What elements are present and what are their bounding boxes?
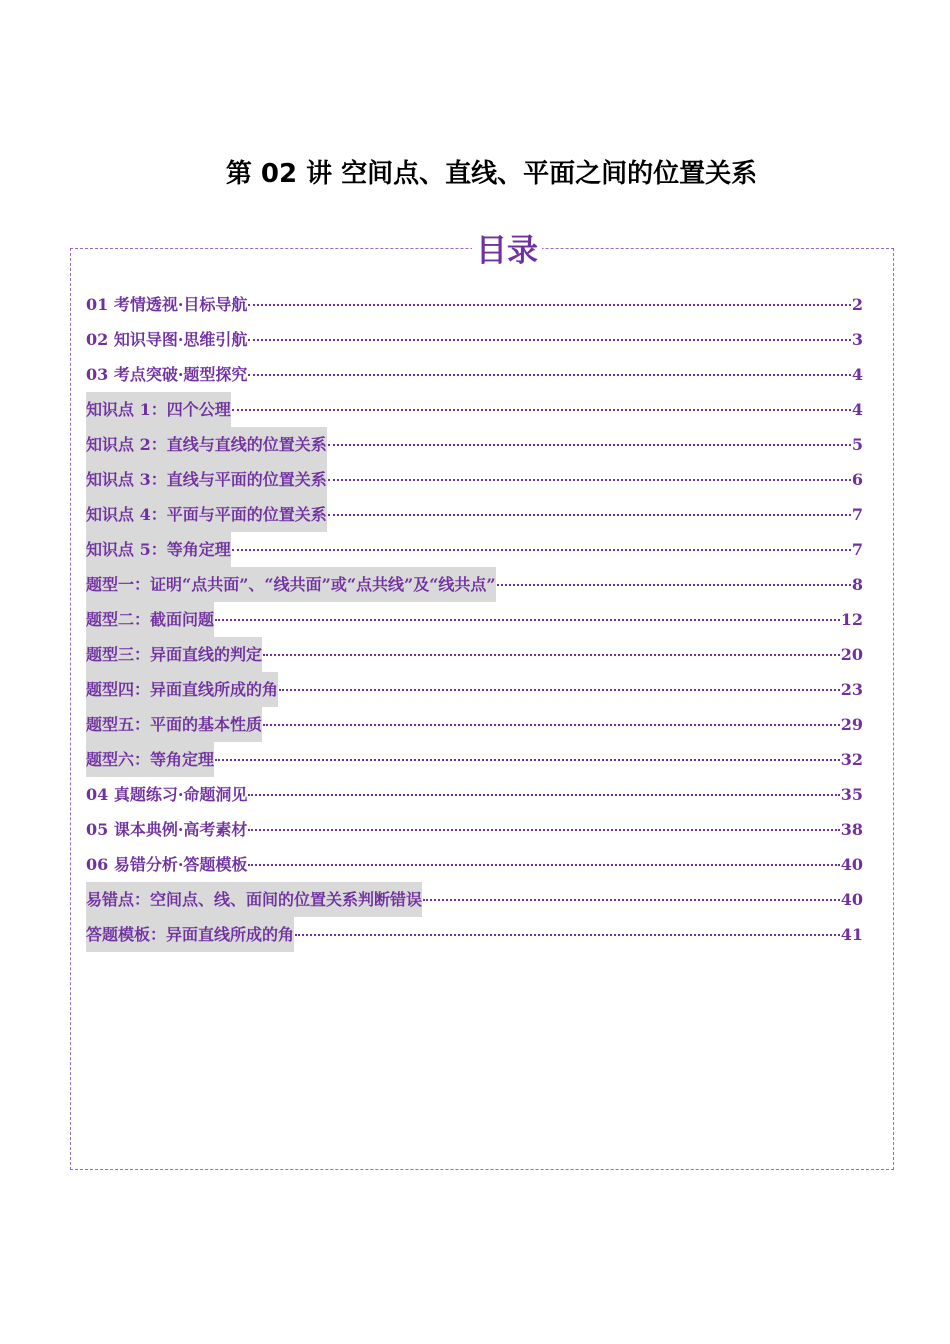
toc-dot-leader xyxy=(232,549,851,551)
toc-page-number: 4 xyxy=(851,365,863,384)
toc-entry-label: 知识点 2：直线与直线的位置关系 xyxy=(86,427,327,462)
document-title: 第 02 讲 空间点、直线、平面之间的位置关系 xyxy=(225,159,758,189)
toc-dot-leader xyxy=(232,409,851,411)
toc-entry-type-6[interactable] xyxy=(86,742,863,777)
toc-entry-label: 题型四：异面直线所成的角 xyxy=(86,672,278,707)
toc-entry-answer-template[interactable] xyxy=(86,917,863,952)
toc-dot-leader xyxy=(423,899,840,901)
toc-entry-label: 易错点：空间点、线、面间的位置关系判断错误 xyxy=(86,882,422,917)
toc-dot-leader xyxy=(328,479,851,481)
toc-entry-label: 03 考点突破·题型探究 xyxy=(86,365,248,384)
toc-dot-leader xyxy=(248,374,850,376)
toc-dot-leader xyxy=(295,934,840,936)
toc-entry-label: 06 易错分析·答题模板 xyxy=(86,855,248,874)
toc-entry-type-3[interactable] xyxy=(86,637,863,672)
toc-heading-text: 目录 xyxy=(472,233,542,269)
toc-entry-knowledge-4[interactable] xyxy=(86,497,863,532)
toc-entry-label: 02 知识导图·思维引航 xyxy=(86,330,248,349)
toc-entry-03[interactable] xyxy=(86,357,863,392)
toc-entry-label: 题型五：平面的基本性质 xyxy=(86,707,262,742)
toc-entry-label: 知识点 4：平面与平面的位置关系 xyxy=(86,497,327,532)
toc-page-number: 2 xyxy=(851,295,863,314)
toc-entry-label: 知识点 1：四个公理 xyxy=(86,392,231,427)
toc-page-number: 4 xyxy=(851,400,863,419)
toc-page-number: 5 xyxy=(851,435,863,454)
toc-entry-01[interactable] xyxy=(86,287,863,322)
toc-dot-leader xyxy=(215,759,840,761)
toc-dot-leader xyxy=(263,654,840,656)
toc-page-number: 35 xyxy=(840,785,863,804)
toc-page-number: 7 xyxy=(851,540,863,559)
toc-entry-knowledge-3[interactable] xyxy=(86,462,863,497)
toc-entry-label: 04 真题练习·命题洞见 xyxy=(86,785,248,804)
toc-dot-leader xyxy=(279,689,840,691)
toc-entry-knowledge-1[interactable] xyxy=(86,392,863,427)
toc-entry-label: 答题模板：异面直线所成的角 xyxy=(86,917,294,952)
toc-entry-knowledge-5[interactable] xyxy=(86,532,863,567)
toc-entry-label: 题型一：证明“点共面”、“线共面”或“点共线”及“线共点” xyxy=(86,567,496,602)
toc-entry-label: 题型二：截面问题 xyxy=(86,602,214,637)
toc-page-number: 23 xyxy=(840,680,863,699)
toc-entry-type-5[interactable] xyxy=(86,707,863,742)
toc-page-number: 40 xyxy=(840,855,863,874)
table-of-contents xyxy=(86,287,863,952)
toc-dot-leader xyxy=(497,584,851,586)
toc-entry-06[interactable] xyxy=(86,847,863,882)
toc-entry-04[interactable] xyxy=(86,777,863,812)
toc-dot-leader xyxy=(328,514,851,516)
toc-dot-leader xyxy=(215,619,840,621)
toc-entry-label: 01 考情透视·目标导航 xyxy=(86,295,248,314)
toc-page-number: 8 xyxy=(851,575,863,594)
toc-entry-type-1[interactable] xyxy=(86,567,863,602)
toc-entry-label: 知识点 3：直线与平面的位置关系 xyxy=(86,462,327,497)
toc-page-number: 20 xyxy=(840,645,863,664)
toc-entry-02[interactable] xyxy=(86,322,863,357)
toc-dot-leader xyxy=(328,444,851,446)
toc-entry-label: 题型六：等角定理 xyxy=(86,742,214,777)
toc-page-number: 41 xyxy=(840,925,863,944)
toc-entry-label: 知识点 5：等角定理 xyxy=(86,532,231,567)
toc-dot-leader xyxy=(248,794,839,796)
toc-entry-05[interactable] xyxy=(86,812,863,847)
toc-page-number: 7 xyxy=(851,505,863,524)
toc-entry-type-2[interactable] xyxy=(86,602,863,637)
toc-entry-label: 05 课本典例·高考素材 xyxy=(86,820,248,839)
toc-page-number: 38 xyxy=(840,820,863,839)
toc-heading xyxy=(0,229,950,273)
toc-page-number: 32 xyxy=(840,750,863,769)
toc-entry-common-mistake[interactable] xyxy=(86,882,863,917)
toc-dot-leader xyxy=(248,829,839,831)
toc-page-number: 12 xyxy=(840,610,863,629)
toc-page-number: 40 xyxy=(840,890,863,909)
toc-entry-type-4[interactable] xyxy=(86,672,863,707)
toc-dot-leader xyxy=(263,724,840,726)
toc-dot-leader xyxy=(248,339,850,341)
toc-entry-knowledge-2[interactable] xyxy=(86,427,863,462)
toc-page-number: 3 xyxy=(851,330,863,349)
toc-dot-leader xyxy=(248,864,839,866)
toc-entry-label: 题型三：异面直线的判定 xyxy=(86,637,262,672)
toc-dot-leader xyxy=(248,304,850,306)
toc-page-number: 29 xyxy=(840,715,863,734)
toc-page-number: 6 xyxy=(851,470,863,489)
